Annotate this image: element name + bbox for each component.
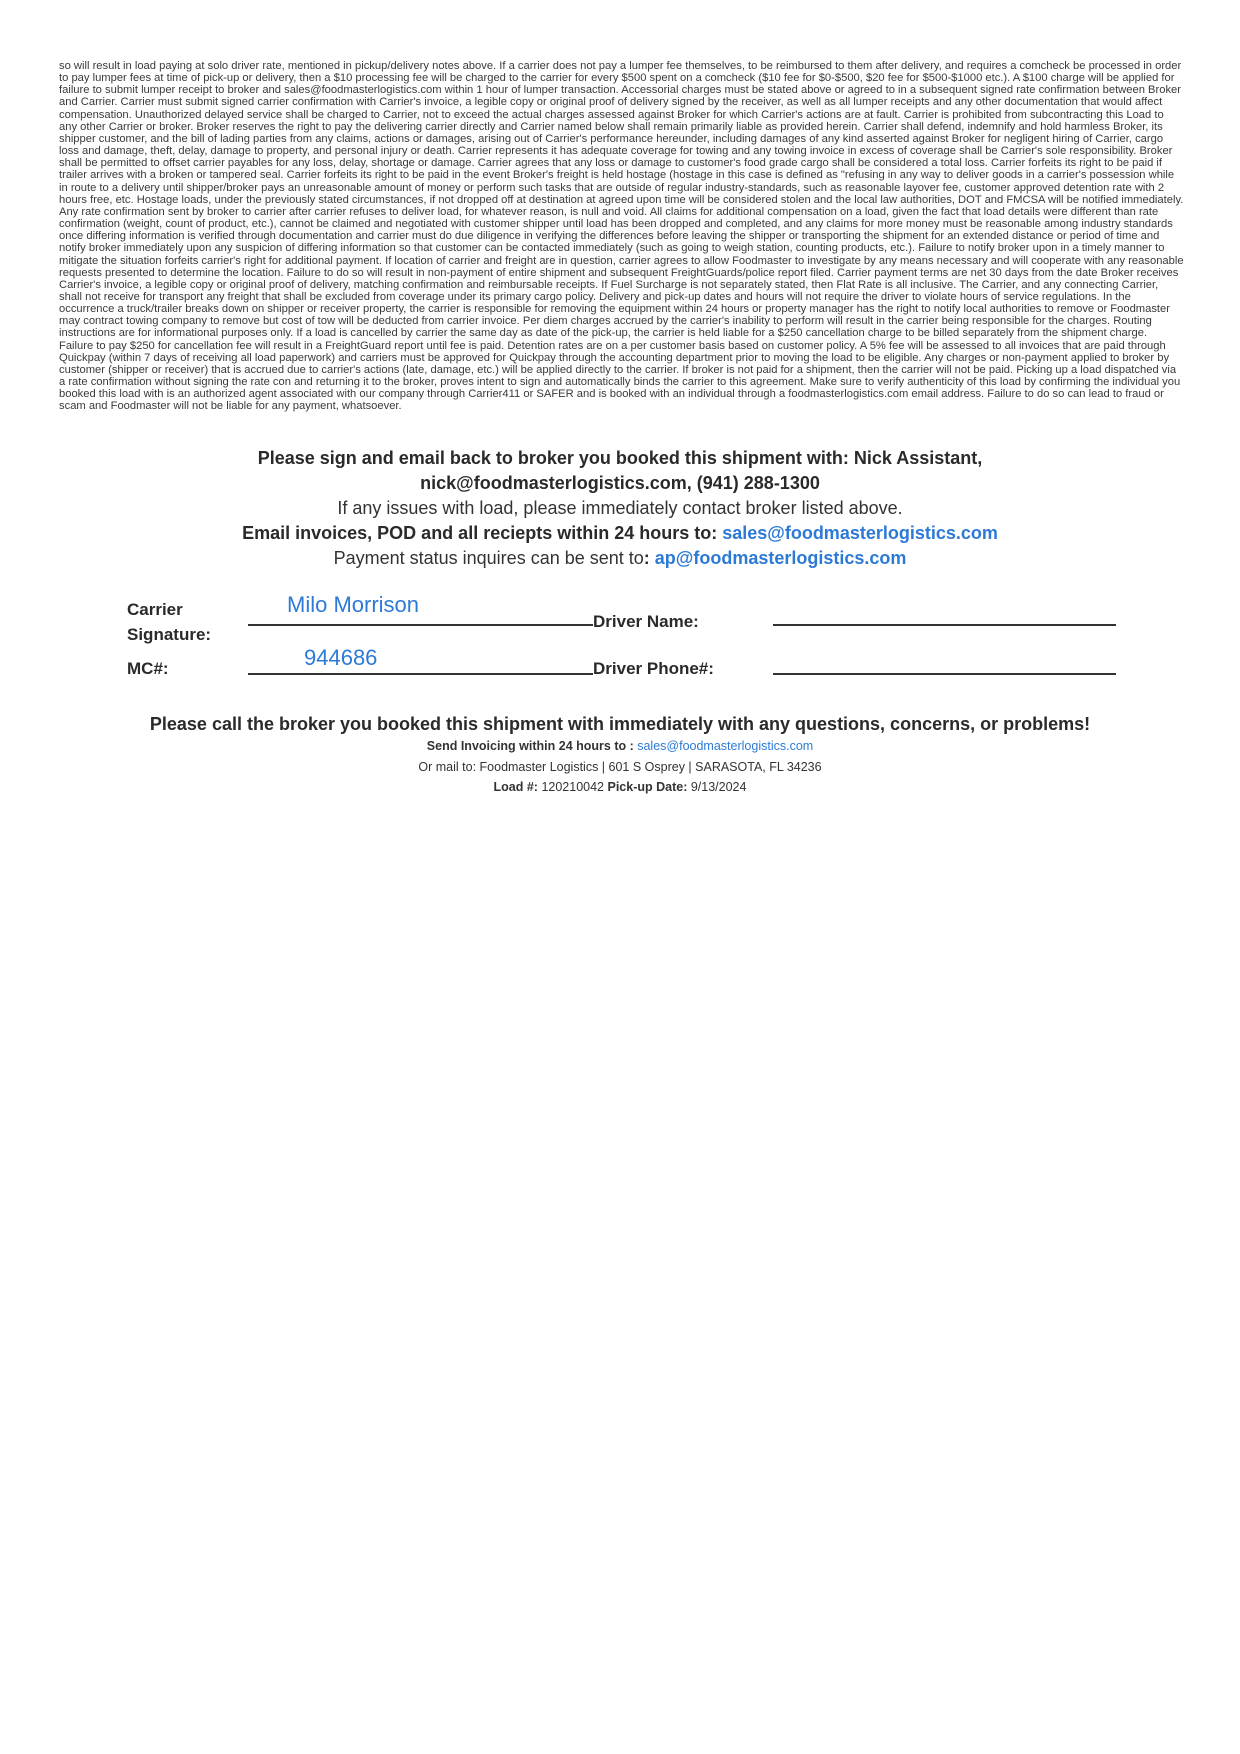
pickup-date-label: Pick-up Date: bbox=[607, 780, 688, 794]
driver-name-label: Driver Name: bbox=[593, 612, 699, 631]
payment-colon: : bbox=[643, 548, 655, 568]
sign-instruction: Please sign and email back to broker you booked this shipment with: Nick Assistant, bbox=[257, 448, 983, 468]
carrier-signature-value[interactable]: Milo Morrison bbox=[287, 592, 420, 617]
issues-instruction: If any issues with load, please immediately contact broker listed above. bbox=[337, 498, 903, 518]
load-number-value: 120210042 bbox=[537, 780, 608, 794]
mc-label: MC#: bbox=[127, 659, 169, 678]
invoice-instruction-label: Email invoices, POD and all reciepts within 24 hours to: bbox=[242, 523, 723, 543]
payment-email-link[interactable]: ap@foodmasterlogistics.com bbox=[654, 548, 907, 568]
driver-name-line[interactable] bbox=[773, 624, 1116, 626]
send-invoicing-line bbox=[0, 739, 1240, 753]
pickup-date-value: 9/13/2024 bbox=[687, 780, 747, 794]
load-info-line bbox=[0, 780, 1240, 794]
payment-instruction bbox=[0, 548, 1240, 569]
driver-phone-label: Driver Phone#: bbox=[593, 659, 714, 678]
driver-phone-line[interactable] bbox=[773, 673, 1116, 675]
invoice-instruction bbox=[0, 523, 1240, 544]
payment-instruction-label: Payment status inquires can be sent to bbox=[333, 548, 644, 568]
carrier-signature-label-line1: Carrier bbox=[127, 600, 183, 619]
call-broker-notice: Please call the broker you booked this shipment with immediately with any questions, concerns, or problems! bbox=[149, 714, 1091, 734]
carrier-signature-label-line2: Signature: bbox=[127, 625, 212, 644]
send-invoicing-label: Send Invoicing within 24 hours to : bbox=[426, 739, 638, 753]
mail-address-line: Or mail to: Foodmaster Logistics | 601 S Osprey | SARASOTA, FL 34236 bbox=[418, 760, 822, 774]
load-number-label: Load #: bbox=[493, 780, 538, 794]
terms-and-conditions-text: so will result in load paying at solo driver rate, mentioned in pickup/delivery notes above. If a carrier does not pay a lumper fee themselves, to be reimbursed to them after delivery, and requires a comcheck be processed in order to pay lumper fees at time of pick-up or delivery, then a $10 processing fee will be charged to the carrier for every $500 spent on a comcheck ($10 fee for $0-$500, $20 fee for $500-$1000 etc.). A $100 charge will be applied for failure to submit lumper receipt to broker and sales@foodmasterlogistics.com within 1 hour of lumper transaction. Accessorial charges must be stated above or agreed to in a subsequent signed rate confirmation between Broker and Carrier. Carrier must submit signed carrier confirmation with Carrier's invoice, a legible copy or original proof of delivery signed by the receiver, as well as all lumper receipts and any other documentation that would affect compensation. Unauthorized delayed service shall be charged to Carrier, not to exceed the actual charges assessed against Broker for which Carrier's actions are at fault. Carrier is prohibited from subcontracting this Load to any other Carrier or broker. Broker reserves the right to pay the delivering carrier directly and Carrier named below shall remain primarily liable as provided herein. Carrier shall defend, indemnify and hold harmless Broker, its shipper customer, and the bill of lading parties from any claims, actions or damages, arising out of Carrier's performance hereunder, including damages of any kind asserted against Broker for negligent hiring of Carrier, cargo loss and damage, theft, delay, damage to property, and personal injury or death. Carrier represents it has adequate coverage for towing and any towing invoice in excess of coverage shall be Carrier's sole responsibility. Broker shall be permitted to offset carrier payables for any loss, delay, shortage or damage. Carrier agrees that any loss or damage to customer's food grade cargo shall be considered a total loss. Carrier forfeits its right to be paid if trailer arrives with a broken or tampered seal. Carrier forfeits its right to be paid in the event Broker's freight is held hostage (hostage in this case is defined as "refusing in any way to deliver goods in a carrier's possession while in route to a delivery until shipper/broker pays an unreasonable amount of money or perform such tasks that are outside of regular industry-standards, such as reasonable layover fee, customer approved detention rate with 2 hours free, etc. Hostage loads, under the previously stated circumstances, if not dropped off at destination at agreed upon time will be considered stolen and the local law authorities, DOT and FMCSA will be notified immediately. Any rate confirmation sent by broker to carrier after carrier refuses to deliver load, for whatever reason, is null and void. All claims for additional compensation on a load, given the fact that load details were different than rate confirmation (weight, count of product, etc.), cannot be claimed and negotiated with customer shipper until load has been dropped and completed, and any claims for more money must be reasonable among industry standards once differing information is verified through documentation and carrier must do due diligence in verifying the differences before leaving the shipper or transporting the shipment for an extended distance or period of time and notify broker immediately upon any suspicion of differing information so that customer can be contacted immediately (such as going to weigh station, counting products, etc.). Failure to notify broker upon in a timely manner to mitigate the situation forfeits carrier's right for additional payment. If location of carrier and freight are in question, carrier agrees to allow Foodmaster to investigate by any means necessary and will cooperate with any reasonable requests presented to determine the location. Failure to do so will result in non-payment of entire shipment and subsequent FreightGuards/police report filed. Carrier payment terms are net 30 days from the date Broker receives Carrier's invoice, a legible copy or original proof of delivery, matching confirmation and reimbursable receipts. If Fuel Surcharge is not separately stated, then Flat Rate is all inclusive. The Carrier, and any connecting Carrier, shall not receive for transport any freight that shall be excluded from coverage under its primary cargo policy. Delivery and pick-up dates and hours will not require the driver to violate hours of service regulations. In the occurrence a truck/trailer breaks down on shipper or receiver property, the carrier is responsible for removing the equipment within 24 hours or property manager has the right to notify local authorities to remove or Foodmaster may contract towing company to remove but cost of tow will be deducted from carrier invoice. Per diem charges accrued by the carrier's inability to perform will result in the carrier being responsible for the charges. Routing instructions are for informational purposes only. If a load is cancelled by carrier the same day as date of the pick-up, the carrier is held liable for a $250 cancellation charge to be billed separately from the shipment charge. Failure to pay $250 for cancellation fee will result in a FreightGuard report until fee is paid. Detention rates are on a per customer basis based on customer policy. A 5% fee will be assessed to all invoices that are paid through Quickpay (within 7 days of receiving all load paperwork) and carriers must be approved for Quickpay through the accounting department prior to moving the load to be eligible. Any charges or non-payment applied to broker by customer (shipper or receiver) that is accrued due to carrier's actions (late, damage, etc.) will be applied directly to the carrier. If broker is not paid for a shipment, then the carrier will not be paid. Picking up a load dispatched via a rate confirmation without signing the rate con and returning it to the broker, proves intent to sign and automatically binds the carrier to this agreement. Make sure to verify authenticity of this load by confirming the individual you booked this load with is an authorized agent associated with our company through Carrier411 or SAFER and is booked with an individual through a foodmasterlogistics.com email address. Failure to do so can lead to fraud or scam and Foodmaster will not be liable for any payment, whatsoever. bbox=[59, 60, 1184, 413]
send-invoicing-email-link[interactable]: sales@foodmasterlogistics.com bbox=[637, 739, 814, 753]
mc-value[interactable]: 944686 bbox=[304, 645, 378, 670]
invoice-email-link[interactable]: sales@foodmasterlogistics.com bbox=[722, 523, 998, 543]
broker-contact: nick@foodmasterlogistics.com, (941) 288-1300 bbox=[420, 473, 820, 493]
mc-line[interactable] bbox=[248, 673, 593, 675]
carrier-signature-line[interactable] bbox=[248, 624, 593, 626]
